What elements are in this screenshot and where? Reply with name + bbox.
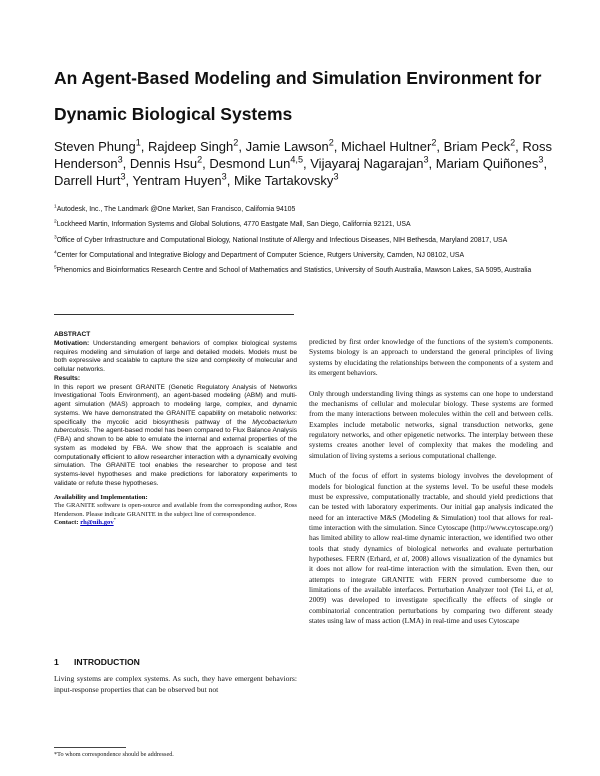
- affiliation-text: Lockheed Martin, Information Systems and Global Solutions, 4770 Eastgate Mall, San Diego, California 92121, USA: [56, 221, 411, 229]
- availability-paragraph: [54, 494, 297, 528]
- correspondence-footnote: *To whom correspondence should be addressed.: [54, 751, 174, 758]
- affiliation-text: Autodesk, Inc., The Landmark @One Market, San Francisco, California 94105: [56, 206, 296, 213]
- right-p3-text-c: , 2009) was developed to investigate specifically the effects of single or combinatorial concentration perturbations by comparing two different steady states using law of mass action (LMA) in real-time and uses Cytoscape: [309, 585, 553, 626]
- author-affiliation-marker: 2: [197, 154, 203, 165]
- section-number: 1: [54, 657, 59, 667]
- title-line-2: Dynamic Biological Systems: [54, 104, 293, 124]
- header-rule: [54, 314, 294, 315]
- abstract-heading: ABSTRACT: [54, 331, 91, 338]
- motivation-paragraph: [54, 340, 297, 375]
- author-name: Darrell Hurt: [54, 173, 121, 188]
- right-column: [309, 337, 553, 637]
- author-name: Yentram Huyen: [132, 173, 222, 188]
- author-affiliation-marker: 3: [120, 171, 126, 182]
- availability-label: Availability and Implementation:: [54, 493, 148, 501]
- affiliation-text: Phenomics and Bioinformatics Research Centre and School of Mathematics and Statistics, University of South Australia, Mawson Lakes, SA 5095, Australia: [56, 267, 532, 275]
- right-p3-text-b: , 2008) allows visualization of the dynamics but it does not allow for real-time interaction with the simulation. Even then, our attempts to integrate GRANITE with FERN proved cumbersome due to limitations of the available interfaces. Perturbation Analyzer tool (Tei Li,: [309, 554, 554, 595]
- author-affiliation-marker: 3: [117, 154, 123, 165]
- affiliation: [54, 236, 554, 246]
- author-affiliation-marker: 4,5: [290, 154, 304, 165]
- author-name: Mike Tartakovsky: [233, 173, 334, 188]
- author-name: Michael Hultner: [340, 139, 432, 154]
- author-affiliation-marker: 1: [135, 137, 141, 148]
- right-p3-text-a: Much of the focus of effort in systems biology involves the development of models for biological function at the systems level. To be useful these models must be expressive, computationally tractable, and should yield predictions that can be tested with laboratory experiments. Our initial gap analysis indicated the need for an interactive M&S (Modeling & Simulation) tool that allows for real-time interaction with the simulation. Since Cytoscape (http://www.cytoscape.org/) has limited ability to allow real-time dynamic interaction, we identified two other tools that study dynamics of biological networks and evaluate perturbation hypotheses. FERN (Erhard,: [309, 471, 553, 564]
- results-text-1: In this report we present GRANITE (Genetic Regulatory Analysis of Networks Investigational Tools Environment), an agent-based modeling (ABM) and multi-agent simulation (MAS) approach to modeling large, complex, and dynamic systems. We have demonstrated the GRANITE capability on metabolic networks: specifically the mycolic acid biosynthesis pathway of the: [54, 383, 297, 426]
- right-paragraph-2: Only through understanding living things as systems can one hope to understand the mechanisms of cellular and molecular biology. These systems are formed from the many interactions between molecules within the cell and between cells. Examples include metabolic networks, signal transduction networks, gene regulatory networks, and other epigenetic networks. The interplay between these systems creates another level of complexity that makes the modeling and simulation of living systems a serious computational challenge.: [309, 388, 553, 460]
- author-name: Vijayaraj Nagarajan: [310, 156, 424, 171]
- affiliation: [54, 251, 554, 261]
- author-affiliation-marker: 3: [333, 171, 339, 182]
- affiliation-number: 3: [54, 235, 57, 241]
- right-paragraph-1: predicted by first order knowledge of the functions of the system's components. Systems biology is an approach to understand the general principles of living systems by elucidating the relationships between the components of a system and its emergent behaviors.: [309, 337, 553, 378]
- author: [130, 156, 202, 171]
- affiliation: [54, 205, 554, 215]
- author-affiliation-marker: 2: [510, 137, 516, 148]
- author-name: Rajdeep Singh: [147, 139, 234, 154]
- author: [341, 139, 436, 154]
- author: [246, 139, 334, 154]
- results-paragraph: [54, 384, 297, 489]
- author-affiliation-marker: 2: [233, 137, 239, 148]
- affiliation-number: 5: [54, 265, 57, 271]
- author-name: Ross Henderson: [54, 139, 552, 171]
- author: [133, 173, 227, 188]
- author: [209, 156, 303, 171]
- affiliation-number: 1: [54, 204, 57, 210]
- author: [310, 156, 428, 171]
- affiliation: [54, 220, 554, 230]
- affiliation-text: Office of Cyber Infrastructure and Computational Biology, National Institute of Allergy and Infectious Diseases, NIH Bethesda, Maryland 20817, USA: [56, 236, 508, 244]
- author: [54, 139, 141, 154]
- author-name: Jamie Lawson: [245, 139, 329, 154]
- affiliation-text: Center for Computational and Integrative Biology and Department of Computer Science, Rutgers University, Camden, NJ 08102, USA: [56, 251, 465, 259]
- author-name: Briam Peck: [443, 139, 511, 154]
- availability-text: The GRANITE software is open-source and available from the corresponding author, Ross Henderson. Please indicate GRANITE in the subject line of correspondence.: [54, 502, 297, 518]
- title-line-1: An Agent-Based Modeling and Simulation Environment for: [54, 68, 542, 88]
- right-p3-etal-1: et al: [394, 554, 408, 564]
- author-name: Steven Phung: [54, 139, 136, 154]
- affiliation-number: 4: [54, 250, 57, 256]
- author-affiliation-marker: 3: [221, 171, 227, 182]
- affiliation-list: [54, 205, 554, 281]
- results-text-2: . The agent-based model has been compared to Flux Balance Analysis (FBA) and shown to be able to emulate the internal and external properties of the system as modeled by FBA. We show that the approach is scalable and computationally efficient to allow researcher interaction with a dynamically evolving simulation. The GRANITE tool enables the researcher to propose and test systems-level hypotheses and make predictions for laboratory experiments to validate or refute these hypotheses.: [54, 427, 297, 487]
- author: [148, 139, 238, 154]
- author: [436, 156, 544, 171]
- results-label: Results:: [54, 374, 81, 382]
- author-affiliation-marker: 3: [423, 154, 429, 165]
- author: [54, 173, 126, 188]
- affiliation: [54, 266, 554, 276]
- right-paragraph-3: [309, 471, 553, 626]
- right-p3-etal-2: et al: [537, 585, 552, 595]
- author-affiliation-marker: 3: [538, 154, 544, 165]
- section-heading-introduction: [54, 657, 140, 667]
- author: [444, 139, 516, 154]
- footnote-rule: [54, 747, 126, 748]
- author-name: Desmond Lun: [209, 156, 291, 171]
- contact-footnote-marker: *: [113, 516, 116, 522]
- contact-email-link[interactable]: rh@nih.gov: [80, 519, 114, 526]
- section-title: INTRODUCTION: [74, 657, 140, 667]
- intro-paragraph: Living systems are complex systems. As such, they have emergent behaviors: input-response properties that can be observed but not: [54, 674, 297, 694]
- contact-label: Contact:: [54, 519, 79, 526]
- author-affiliation-marker: 2: [431, 137, 437, 148]
- motivation-text: Understanding emergent behaviors of complex biological systems requires modeling and simulation of large and detailed models. Models must be both expressive and scalable to capture the size and complexity of molecular and cellular networks.: [54, 339, 297, 373]
- motivation-label: Motivation:: [54, 339, 90, 347]
- author: [234, 173, 339, 188]
- results-italic: Mycobacterium tuberculosis: [54, 418, 297, 435]
- author-name: Dennis Hsu: [129, 156, 198, 171]
- abstract-column: [54, 331, 297, 528]
- affiliation-number: 2: [54, 220, 57, 225]
- author-name: Mariam Quiñones: [435, 156, 539, 171]
- author-list: Steven Phung$^1$, Rajdeep Singh$^2$, Jamie Lawson$^2$, Michael Hultner$^2$, Briam Peck$^2$, Ross Henderson$^3$, Dennis Hsu$^2$, Desmond Lun$^{4,5}$, Vijayaraj Nagarajan$^3$, Mariam Quiñones$^3$, Darrell Hurt$^3$, Yentram Huyen$^3$, Mike Tartakovsky$^3$: [54, 137, 552, 188]
- author-affiliation-marker: 2: [328, 137, 334, 148]
